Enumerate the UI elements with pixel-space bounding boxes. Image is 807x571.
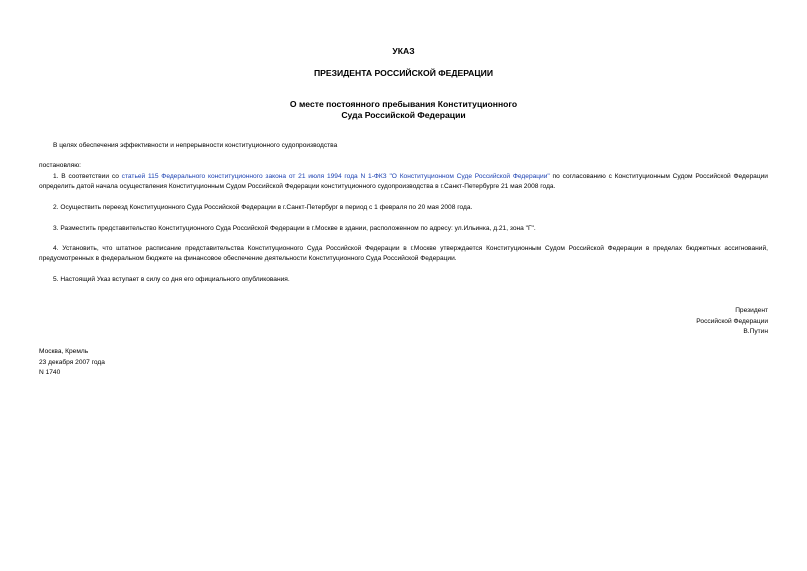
clause-1-prefix: 1. В соответствии со bbox=[53, 173, 122, 180]
clause-1-suffix: по согласованию с Конституционным Судом Российской Федерации определить датой начала осуществления Конституционным Судом Российской Федерации конституционного судопроизводства в г.Санкт-Петербурге 21 мая 2008 года. bbox=[39, 173, 768, 190]
resolve-paragraph: постановляю: bbox=[39, 162, 82, 169]
preamble-paragraph: В целях обеспечения эффективности и непрерывности конституционного судопроизводства bbox=[53, 142, 338, 149]
subject-line-2: Суда Российской Федерации bbox=[341, 110, 466, 120]
signature-name: В.Путин bbox=[743, 328, 768, 335]
federal-law-link[interactable]: статьей 115 Федерального конституционного закона от 21 июля 1994 года N 1-ФКЗ "О Конституционном Суде Российской Федерации" bbox=[121, 173, 550, 180]
signature-title: Президент bbox=[735, 307, 768, 314]
document-type-heading: УКАЗ bbox=[392, 46, 415, 56]
clause-5-paragraph: 5. Настоящий Указ вступает в силу со дня его официального опубликования. bbox=[53, 276, 290, 283]
place-location: Москва, Кремль bbox=[39, 348, 89, 355]
clause-3-paragraph: 3. Разместить представительство Конституционного Суда Российской Федерации в г.Москве в здании, расположенном по адресу: ул.Ильинка, д.21, зона "Г". bbox=[53, 225, 536, 232]
signature-block bbox=[696, 306, 768, 338]
subject-line-1: О месте постоянного пребывания Конституционного bbox=[289, 99, 518, 109]
document-subject bbox=[0, 99, 807, 121]
clause-4-paragraph: 4. Установить, что штатное расписание представительства Конституционного Суда Российской Федерации в г.Москве утверждается Конституционным Судом Российской Федерации в пределах бюджетных ассигнований, предусмотренных в федеральном бюджете на финансовое обеспечение деятельности Конституционного Суда Российской Федерации. bbox=[39, 245, 768, 262]
place-date: 23 декабря 2007 года bbox=[39, 358, 105, 366]
document-number: N 1740 bbox=[39, 369, 61, 376]
clause-1-paragraph bbox=[39, 172, 768, 192]
signature-country: Российской Федерации bbox=[696, 317, 768, 325]
clause-2-paragraph: 2. Осуществить переезд Конституционного Суда Российской Федерации в г.Санкт-Петербург в период с 1 февраля по 20 мая 2008 года. bbox=[53, 204, 473, 211]
issuer-heading: ПРЕЗИДЕНТА РОССИЙСКОЙ ФЕДЕРАЦИИ bbox=[313, 68, 494, 78]
place-date-block bbox=[39, 347, 105, 379]
